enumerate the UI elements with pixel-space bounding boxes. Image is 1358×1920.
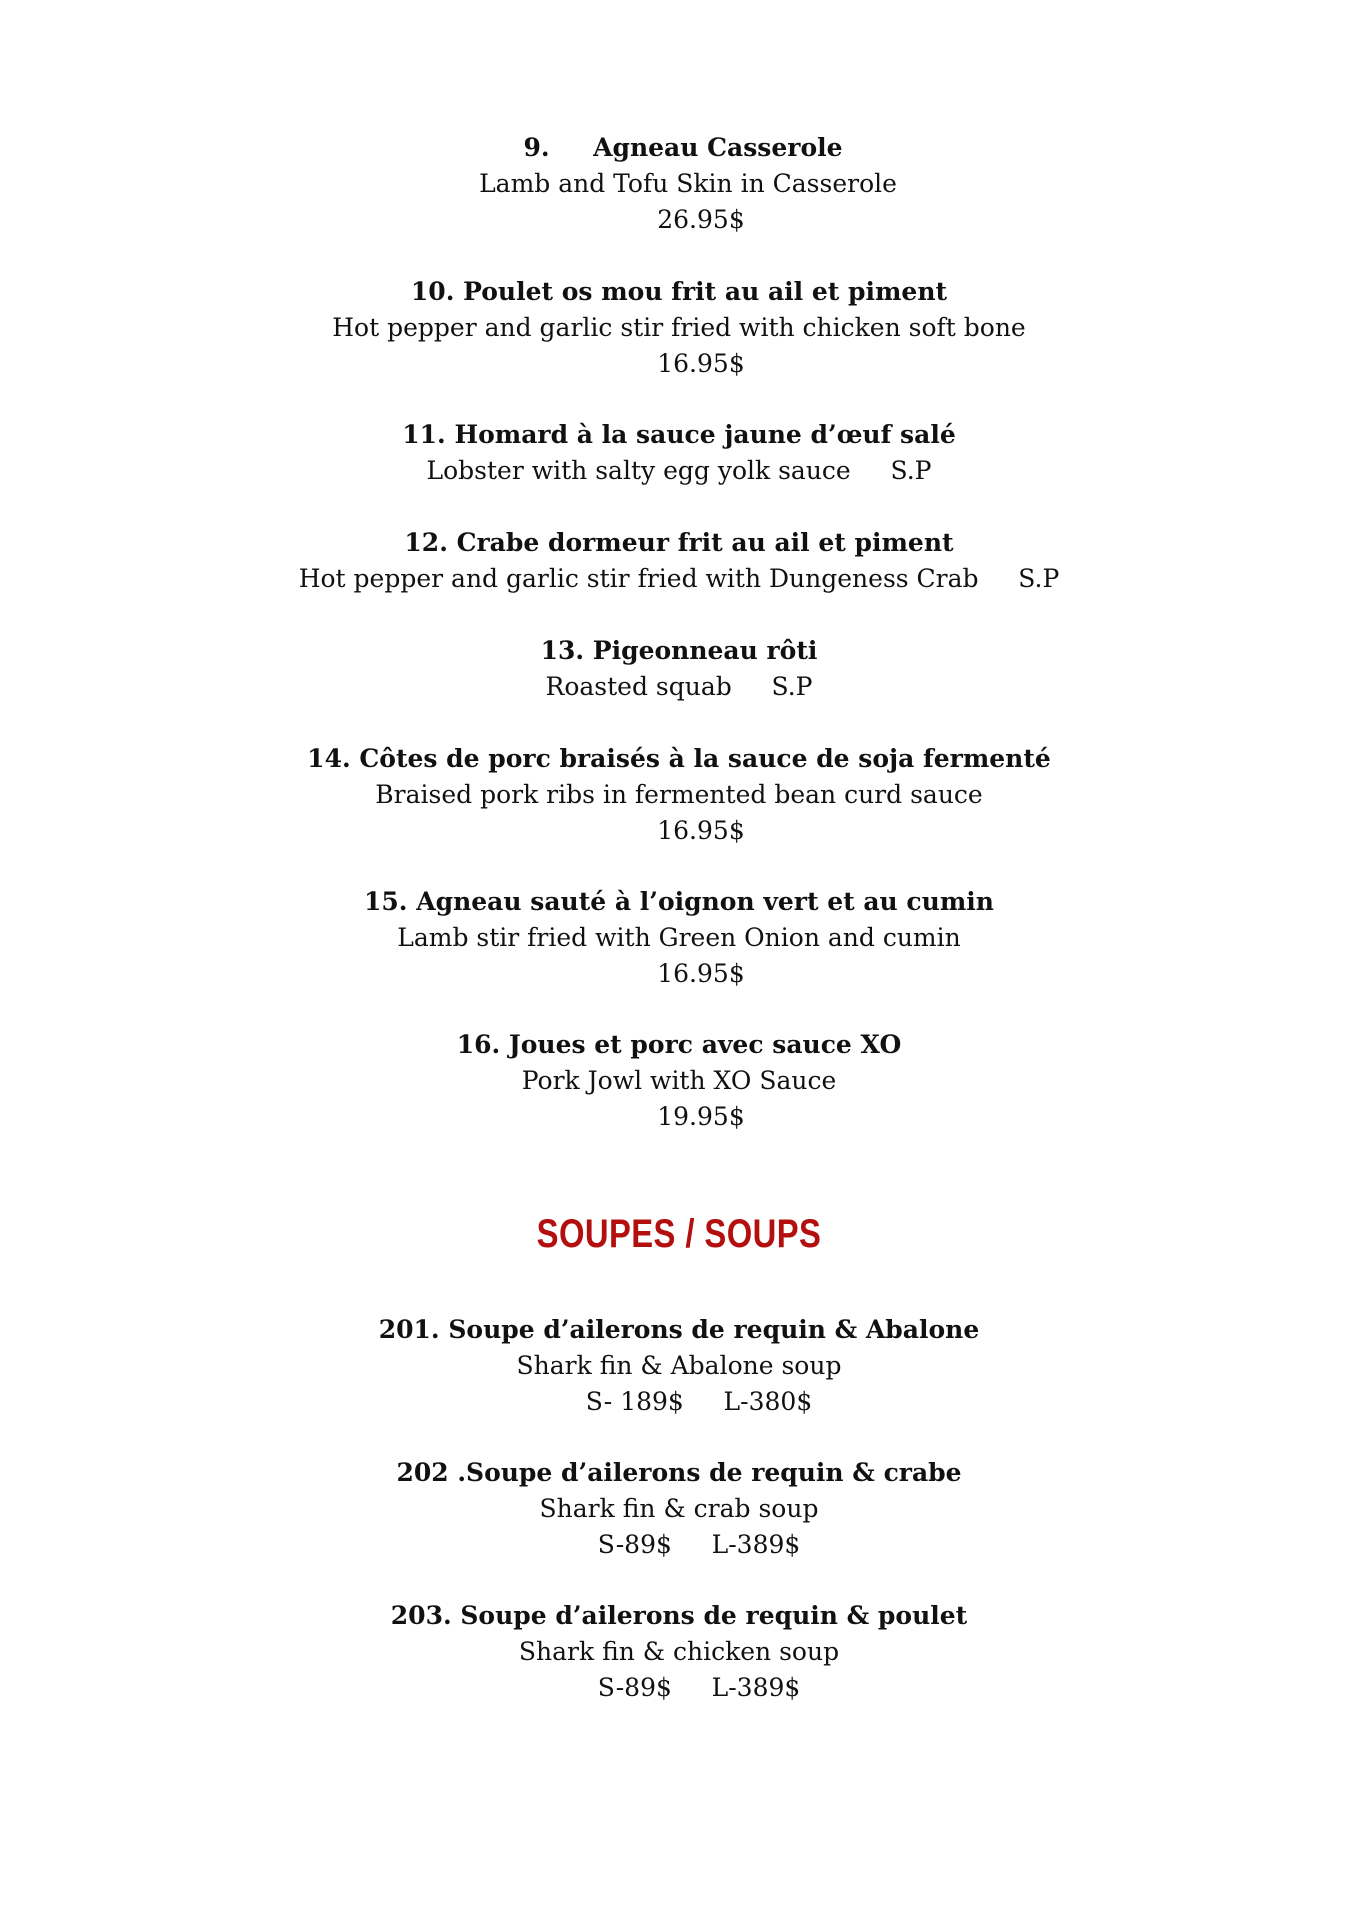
menu-item <box>0 1598 1358 1706</box>
dish-price: 26.95$ <box>657 205 745 234</box>
dish-description: Shark fin & crab soup <box>539 1494 819 1523</box>
menu-item <box>0 1455 1358 1563</box>
dish-description: Lamb stir fried with Green Onion and cumin <box>397 923 961 952</box>
dish-description: Shark fin & Abalone soup <box>516 1351 842 1380</box>
menu-item <box>0 1312 1358 1420</box>
dish-description: Hot pepper and garlic stir fried with chicken soft bone <box>332 313 1026 342</box>
dish-name: 11. Homard à la sauce jaune d’œuf salé <box>402 420 956 449</box>
dish-name: 202 .Soupe d’ailerons de requin & crabe <box>396 1458 962 1487</box>
dish-price: S-89$ L-389$ <box>597 1530 801 1559</box>
dish-name: 16. Joues et porc avec sauce XO <box>456 1030 902 1059</box>
menu-item <box>0 1027 1358 1135</box>
dish-price: S- 189$ L-380$ <box>585 1387 813 1416</box>
dish-name: 13. Pigeonneau rôti <box>540 636 818 665</box>
dish-price: 19.95$ <box>657 1102 745 1131</box>
menu-item <box>0 274 1358 382</box>
dish-name: 14. Côtes de porc braisés à la sauce de soja fermenté <box>307 744 1051 773</box>
dish-name: 12. Crabe dormeur frit au ail et piment <box>404 528 954 557</box>
dish-description: Hot pepper and garlic stir fried with Dungeness Crab S.P <box>298 564 1060 593</box>
dish-price: 16.95$ <box>657 349 745 378</box>
dish-description: Roasted squab S.P <box>545 672 813 701</box>
dish-price: 16.95$ <box>657 959 745 988</box>
dish-price: S-89$ L-389$ <box>597 1673 801 1702</box>
dish-description: Shark fin & chicken soup <box>518 1637 840 1666</box>
dish-name: 9. Agneau Casserole <box>523 133 843 162</box>
dish-price: 16.95$ <box>657 816 745 845</box>
section-title-soups: SOUPES / SOUPS <box>536 1212 822 1256</box>
dish-description: Lamb and Tofu Skin in Casserole <box>479 169 897 198</box>
dish-name: 201. Soupe d’ailerons de requin & Abalone <box>378 1315 980 1344</box>
menu-item <box>0 417 1358 489</box>
dish-name: 15. Agneau sauté à l’oignon vert et au cumin <box>364 887 994 916</box>
dish-name: 10. Poulet os mou frit au ail et piment <box>410 277 948 306</box>
menu-item <box>0 884 1358 992</box>
menu-item <box>0 525 1358 597</box>
menu-item <box>0 741 1358 849</box>
menu-item <box>0 633 1358 705</box>
dish-description: Lobster with salty egg yolk sauce S.P <box>426 456 932 485</box>
dish-description: Pork Jowl with XO Sauce <box>521 1066 837 1095</box>
dish-name: 203. Soupe d’ailerons de requin & poulet <box>390 1601 968 1630</box>
dish-description: Braised pork ribs in fermented bean curd sauce <box>375 780 983 809</box>
menu-item <box>0 130 1358 238</box>
